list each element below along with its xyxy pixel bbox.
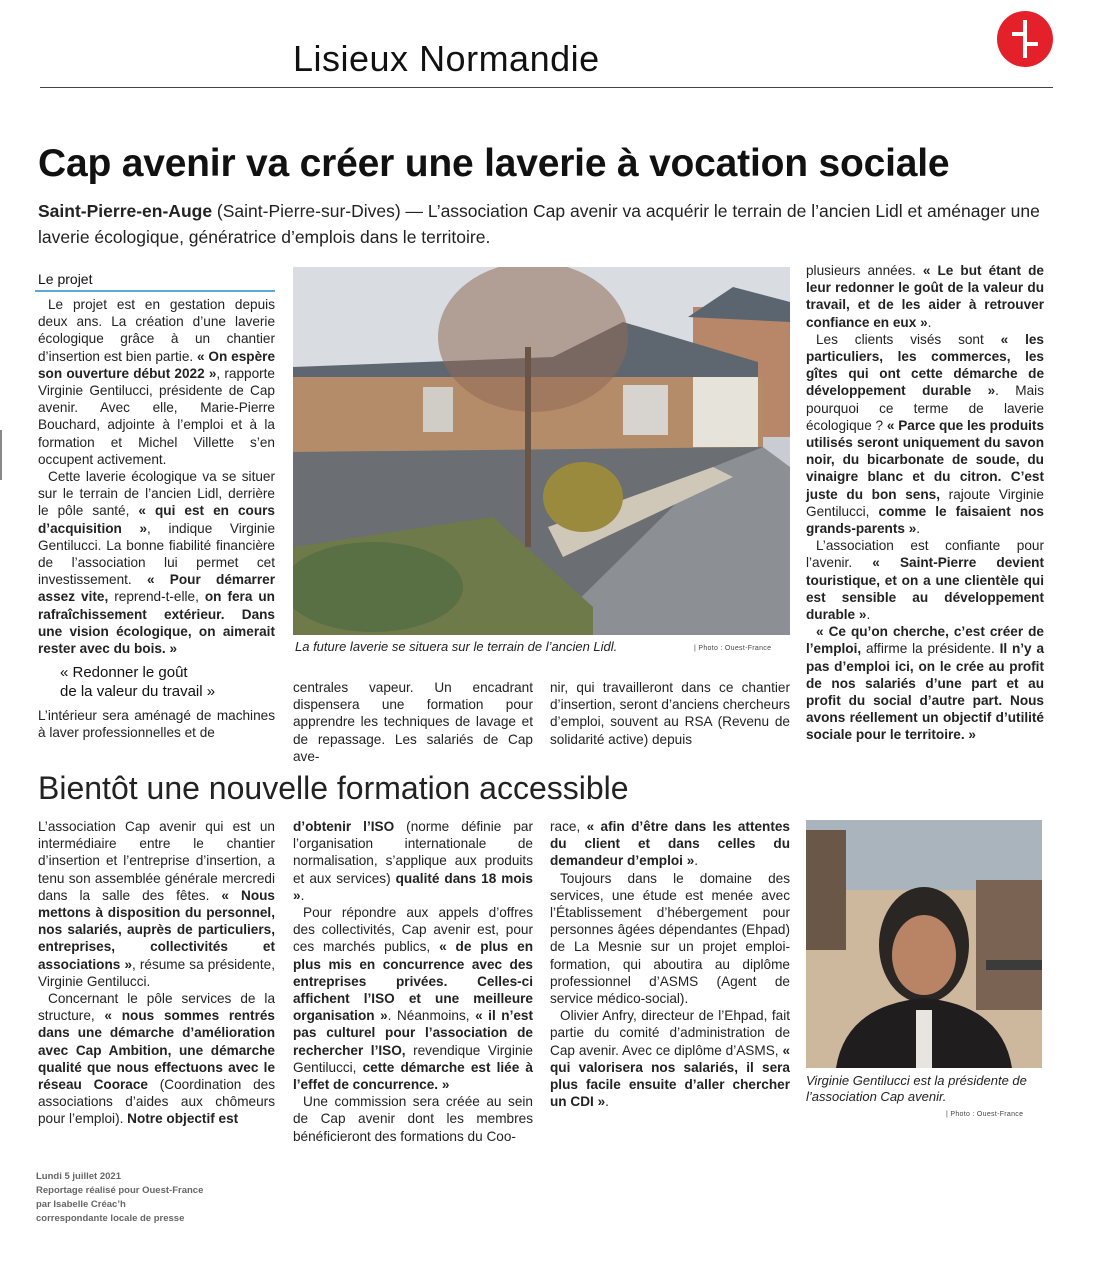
quote-text: Il n’y a pas d’emploi ici, on le crée au profit de nos salariés d’une part et au profit du social d’autre part. Nous avons réellement un objectif d’utilité sociale pour le territoire. » bbox=[806, 641, 1045, 743]
body-text: race, bbox=[550, 819, 587, 834]
body-text: Concernant le pôle services de la structure, bbox=[38, 991, 275, 1024]
body-text: rajoute Virginie Gentilucci, bbox=[806, 486, 1044, 519]
quote-text: « nous sommes rentrés dans une démarche d’amélioration avec Cap Ambition, une démarche qualité que nous effectuons avec le réseau Coorace bbox=[38, 1008, 275, 1093]
subhead-line: de la valeur du travail » bbox=[60, 683, 216, 700]
photo-caption: La future laverie se situera sur le terrain de l’ancien Lidl. bbox=[295, 639, 618, 654]
body-text: revendique Virginie Gentilucci, bbox=[293, 1042, 533, 1075]
paragraph bbox=[38, 990, 275, 1128]
body-text: centrales vapeur. Un encadrant dispensera une formation pour apprendre les techniques de lavage et de repassage. Les salariés de Cap ave- bbox=[293, 680, 533, 764]
body-text: . Néanmoins, bbox=[387, 1008, 476, 1024]
body-text: Olivier Anfry, directeur de l’Ehpad, fait partie du comité d’administration de Cap avenir. Avec ce diplôme d’ASMS, bbox=[550, 1008, 790, 1058]
body-text: nir, qui travailleront dans ce chantier d’insertion, seront d’anciens chercheurs d’emploi, souvent au RSA (Revenu de solidarité active) depuis bbox=[550, 680, 790, 747]
body-text: . bbox=[866, 607, 871, 623]
body-text: affirme la présidente. bbox=[861, 641, 1000, 657]
article1-column-3 bbox=[550, 679, 790, 748]
body-text: L’intérieur sera aménagé de machines à laver professionnelles et de bbox=[38, 708, 275, 741]
body-text: Pour répondre aux appels d’offres des collectivités, Cap avenir est, pour ces marchés publics, bbox=[293, 905, 533, 955]
quote-text: d’obtenir l’ISO bbox=[293, 819, 395, 834]
paragraph bbox=[38, 818, 275, 990]
quote-text: « Ce qu’on cherche, c’est créer de l’emploi, bbox=[806, 624, 1044, 657]
body-text: , indique Virginie Gentilucci. La bonne fiabilité financière de l’association lui permet cet investissement. bbox=[38, 520, 276, 588]
photo-credit: | Photo : Ouest-France bbox=[946, 1111, 1024, 1118]
body-text: L’association Cap avenir qui est un intermédiaire entre le chantier d’insertion et l’entreprise d’insertion, a tenu son assemblée générale mercredi dans la salle des fêtes. bbox=[38, 819, 275, 903]
body-text: . Mais pourquoi ce terme de laverie écologique ? bbox=[806, 383, 1044, 433]
body-text: , rapporte Virginie Gentilucci, présidente de Cap avenir. Avec elle, Marie-Pierre Bouchard, adjointe à l’emploi et à la formation et Michel Villette s’en occupent activement. bbox=[38, 365, 275, 467]
footer-author: par Isabelle Créac’h bbox=[36, 1199, 126, 1210]
quote-text: qualité dans 18 mois » bbox=[293, 870, 533, 903]
box-title: Le projet bbox=[38, 271, 93, 287]
quote-text: « Le but étant de leur redonner le goût de la valeur du travail, et de les aider à retrouver confiance en eux » bbox=[806, 263, 1044, 330]
body-text: . bbox=[694, 853, 699, 869]
article2-column-3 bbox=[550, 818, 790, 1110]
body-text: Les clients visés sont bbox=[816, 331, 1001, 347]
paragraph bbox=[550, 818, 790, 870]
body-text: Le projet est en gestation depuis deux ans. La création d’une laverie écologique grâce à un chantier d’insertion est bien partie. bbox=[38, 297, 275, 364]
quote-text: on fera un rafraîchissement extérieur. Dans une vision écologique, on aimerait rester avec du bois. » bbox=[38, 589, 275, 657]
body-text: reprend-t-elle, bbox=[108, 589, 205, 605]
quote-text: « qui valorisera nos salariés, il sera plus facile ensuite d’aller chercher un CDI » bbox=[550, 1042, 790, 1110]
photo-credit: | Photo : Ouest-France bbox=[694, 645, 772, 652]
body-text: L’association est confiante pour l’avenir. bbox=[806, 538, 1044, 571]
body-text: . bbox=[916, 521, 921, 537]
quote-text: « qui est en cours d’acquisition » bbox=[38, 503, 275, 536]
paragraph bbox=[550, 870, 790, 1008]
paragraph bbox=[38, 296, 275, 468]
portrait-photo bbox=[806, 820, 1042, 1068]
body-text: Toujours dans le domaine des services, une étude est menée avec l’Établissement d’hébergement pour personnes âgées dépendantes (Ehpad) de La Mesnie sur un projet emploi-formation, qui aboutira au diplôme professionnel d’ASMS (Agent de service médico-social). bbox=[550, 870, 790, 1007]
paragraph bbox=[293, 818, 533, 904]
body-text: . bbox=[927, 314, 932, 330]
footer-line: Reportage réalisé pour Ouest-France bbox=[36, 1185, 204, 1196]
lead-location: Saint-Pierre-en-Auge bbox=[38, 201, 213, 221]
lead-text: (Saint-Pierre-sur-Dives) — L’association Cap avenir va acquérir le terrain de l’ancien Lidl et aménager une laverie écologique, génératrice d’emplois dans le territoire. bbox=[38, 201, 1040, 247]
quote-text: « On espère son ouverture début 2022 » bbox=[38, 348, 276, 381]
body-text: . bbox=[605, 1094, 609, 1110]
paragraph bbox=[38, 468, 275, 657]
footer-credits bbox=[36, 1170, 203, 1226]
quote-text: comme le faisaient nos grands-parents » bbox=[806, 503, 1044, 537]
footer-line: correspondante locale de presse bbox=[36, 1213, 185, 1224]
body-text: (norme définie par l’organisation internationale de normalisation, s’applique aux produits et aux services) bbox=[293, 819, 533, 886]
article2-photo bbox=[806, 820, 1042, 1068]
body-text: Une commission sera créée au sein de Cap avenir dont les membres bénéficieront des formations du Coo- bbox=[293, 1094, 533, 1144]
quote-text: « Pour démarrer assez vite, bbox=[38, 572, 275, 605]
paragraph bbox=[550, 1007, 790, 1110]
paragraph bbox=[806, 623, 1044, 743]
quote-text: « afin d’être dans les attentes du client et dans celles du demandeur d’emploi » bbox=[550, 819, 790, 869]
ouest-france-logo bbox=[996, 10, 1054, 68]
article2-column-1 bbox=[38, 818, 275, 1128]
quote-text: « Saint-Pierre devient touristique, et on a une clientèle qui est sensible au développement durable » bbox=[806, 555, 1045, 623]
body-text: plusieurs années. bbox=[806, 263, 923, 278]
box-rule bbox=[35, 290, 275, 292]
quote-text: cette démarche est liée à l’effet de concurrence. » bbox=[293, 1059, 533, 1093]
quote-text: Notre objectif est bbox=[127, 1111, 239, 1127]
photo-caption: Virginie Gentilucci est la présidente de l’association Cap avenir. bbox=[806, 1073, 1027, 1104]
footer-date: Lundi 5 juillet 2021 bbox=[36, 1171, 121, 1182]
quote-text: « Nous mettons à disposition du personnel, nos salariés, auprès de particuliers, entreprises, collectivités et associations » bbox=[38, 887, 275, 972]
paragraph bbox=[550, 679, 790, 748]
quote-text: « Parce que les produits utilisés seront uniquement du savon noir, du bicarbonate de soude, du vinaigre blanc et du citron. C’est juste du bon sens, bbox=[806, 417, 1045, 502]
quote-text: « il n’est pas culturel pour l’association de rechercher l’ISO, bbox=[293, 1008, 533, 1058]
paragraph bbox=[293, 904, 533, 1093]
header-rule bbox=[40, 87, 1053, 88]
article1-photo bbox=[293, 267, 790, 635]
quote-text: « les particuliers, les commerces, les gîtes qui ont cette démarche de développement durable » bbox=[806, 331, 1044, 399]
paragraph bbox=[293, 1093, 533, 1145]
article-lead bbox=[38, 198, 1048, 250]
article2-column-2 bbox=[293, 818, 533, 1145]
subhead-line: « Redonner le goût bbox=[60, 664, 188, 681]
quote-text: « de plus en plus mis en concurrence avec des entreprises privées. Celles-ci affichent l’ISO et une meilleure organisation » bbox=[293, 939, 534, 1024]
article1-column-4 bbox=[806, 262, 1044, 744]
laverie-site-photo bbox=[293, 267, 790, 635]
paragraph bbox=[293, 679, 533, 765]
article-headline: Cap avenir va créer une laverie à vocation sociale bbox=[38, 142, 950, 185]
body-text: (Coordination des associations d’aides aux chômeurs pour l’emploi). bbox=[38, 1077, 275, 1127]
section-title: Lisieux Normandie bbox=[293, 38, 600, 79]
paragraph bbox=[38, 707, 275, 741]
paragraph bbox=[806, 331, 1044, 537]
page-edge-mark bbox=[0, 430, 2, 480]
paragraph bbox=[806, 537, 1044, 623]
article2-headline: Bientôt une nouvelle formation accessible bbox=[38, 770, 629, 806]
body-text: , résume sa présidente, Virginie Gentilucci. bbox=[38, 956, 275, 989]
body-text: Cette laverie écologique va se situer sur le terrain de l’ancien Lidl, derrière le pôle santé, bbox=[38, 469, 275, 519]
article1-column-2 bbox=[293, 679, 533, 765]
body-text: . bbox=[300, 887, 305, 903]
article1-subhead bbox=[60, 663, 275, 701]
paragraph bbox=[806, 262, 1044, 331]
article1-column-1 bbox=[38, 296, 275, 657]
article1-column-1-end bbox=[38, 707, 275, 741]
